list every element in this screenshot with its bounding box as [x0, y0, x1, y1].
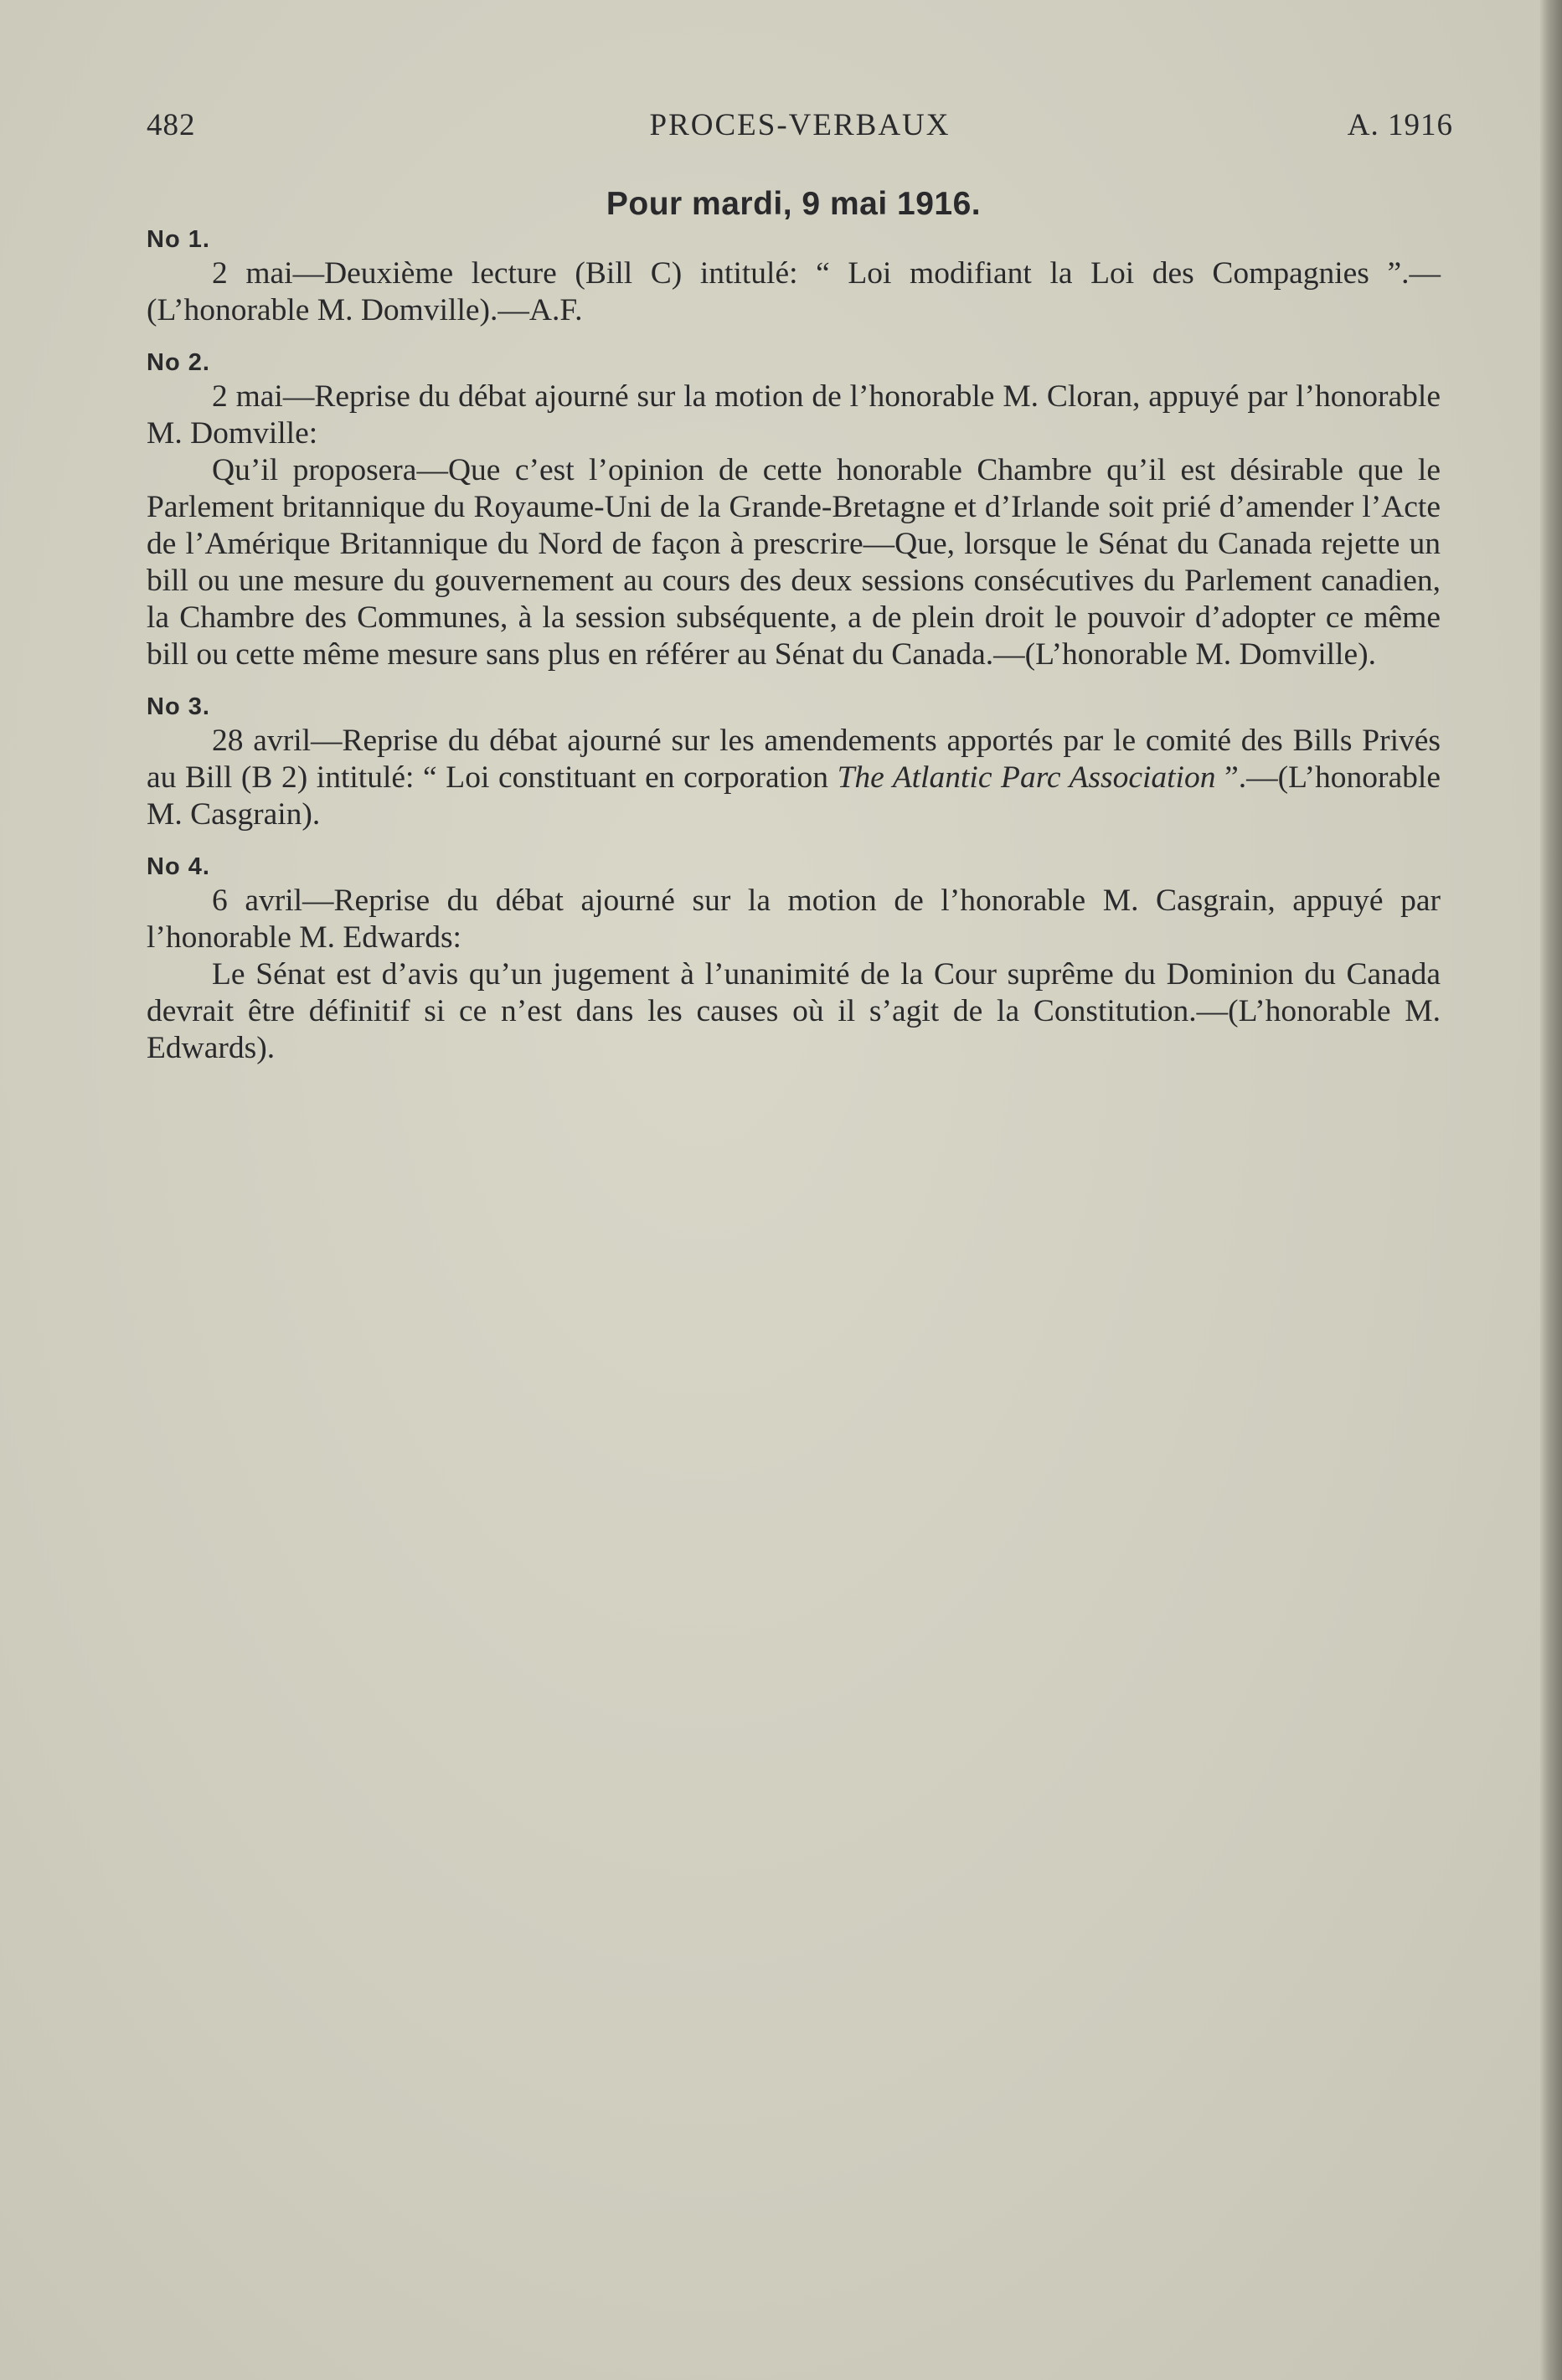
paragraph-text-before: 28 avril—Reprise du débat ajourné sur les amendements apportés par le comité des Bills Privés au Bill (B 2) intitulé: “ Loi constituant en corporation: [147, 724, 1441, 795]
motion-text: Qu’il proposera—Que c’est l’opinion de cette honorable Chambre qu’il est désirable que le Parlement britannique du Royaume-Uni de la Grande-Bretagne et d’Irlande soit prié d’amender l’Acte de l’Amérique Britannique du Nord de façon à prescrire—Que, lorsque le Sénat du Canada rejette un bill ou une mesure du gouvernement au cours des deux sessions consécutives du Parlement canadien, la Chambre des Communes, à la session subséquente, a de plein droit le pouvoir d’adopter ce même bill ou cette même mesure sans plus en référer au Sénat du Canada.—(L’honorable M. Domville).: [147, 453, 1441, 672]
page-number: 482: [147, 108, 196, 142]
item-number: No 4.: [147, 853, 210, 880]
order-item-3: [147, 693, 1441, 833]
item-number: No 1.: [147, 226, 210, 253]
item-number: No 2.: [147, 349, 210, 376]
order-item-1: [147, 226, 1441, 329]
motion-text: Le Sénat est d’avis qu’un jugement à l’unanimité de la Cour suprême du Dominion du Canada devrait être définitif si ce n’est dans les causes où il s’agit de la Constitution.—(L’honorable M. Edwards).: [147, 957, 1441, 1065]
item-paragraph: [147, 723, 1441, 833]
running-title: PROCES-VERBAUX: [649, 108, 951, 142]
binding-gutter: [1540, 0, 1562, 2380]
running-head: [147, 99, 1453, 149]
year-label: A. 1916: [1347, 108, 1453, 142]
day-heading: Pour mardi, 9 mai 1916.: [606, 186, 982, 222]
order-item-4: [147, 853, 1441, 1067]
italic-bill-name: The Atlantic Parc Association: [837, 760, 1216, 795]
item-paragraph: 6 avril—Reprise du débat ajourné sur la motion de l’honorable M. Casgrain, appuyé par l’honorable M. Edwards:: [147, 883, 1441, 955]
paragraph-text-after: ”.—(L’honorable M. Casgrain).: [147, 760, 1441, 832]
item-number: No 3.: [147, 693, 210, 720]
item-paragraph: 2 mai—Reprise du débat ajourné sur la motion de l’honorable M. Cloran, appuyé par l’honorable M. Domville:: [147, 379, 1441, 451]
order-item-2: [147, 349, 1441, 673]
item-paragraph: 2 mai—Deuxième lecture (Bill C) intitulé: “ Loi modifiant la Loi des Compagnies ”.—(L’honorable M. Domville).—A.F.: [147, 256, 1441, 327]
order-of-the-day: [147, 186, 1441, 1087]
